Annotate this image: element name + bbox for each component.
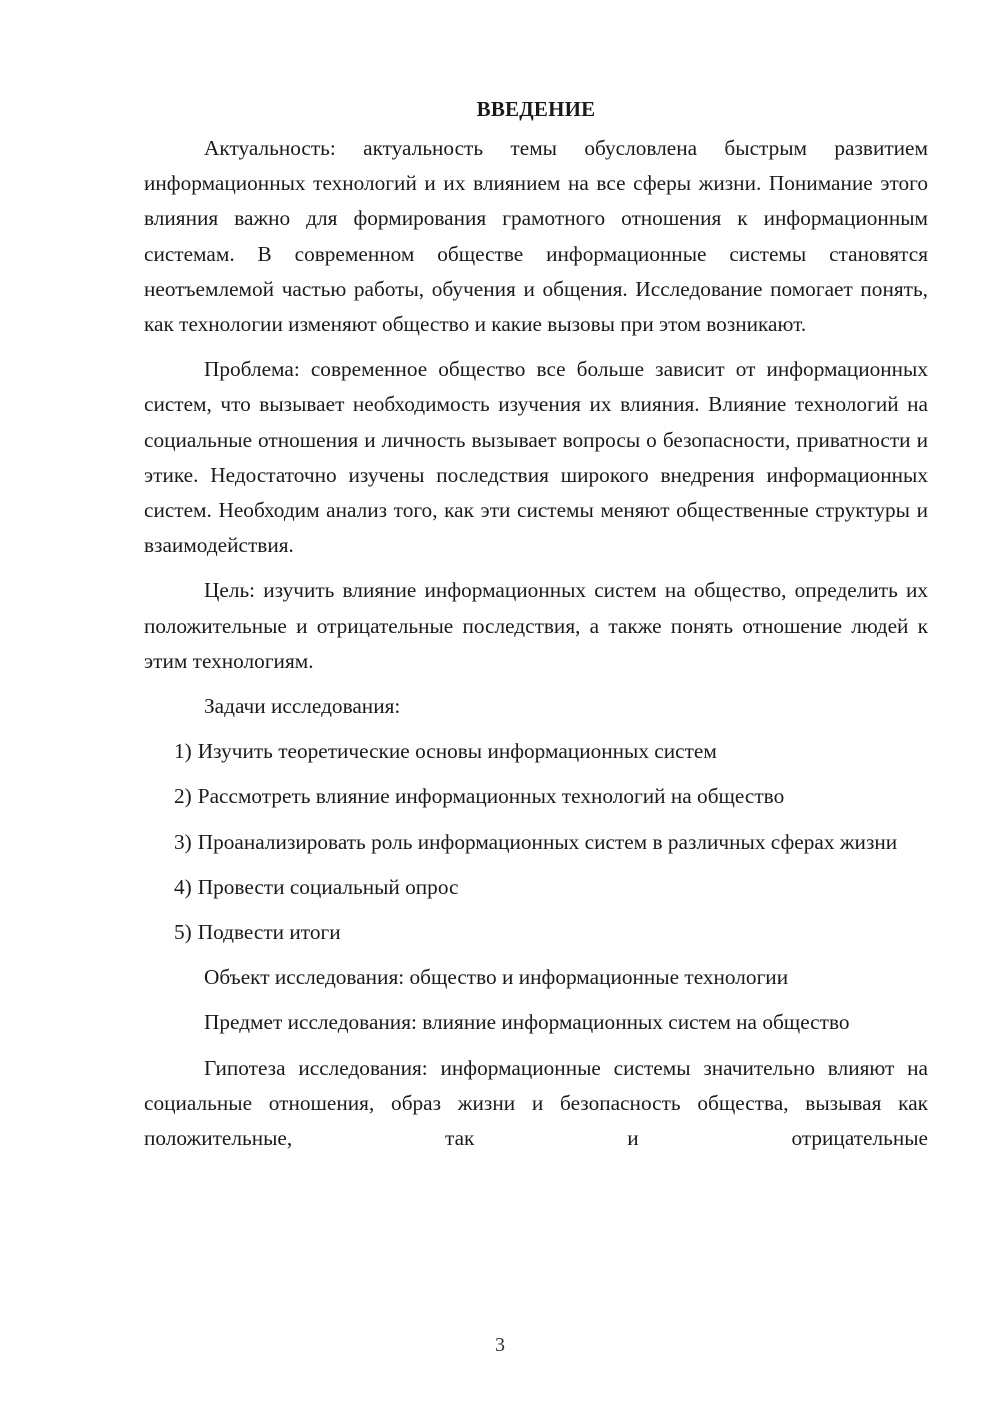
relevance-paragraph: Актуальность: актуальность темы обусловлена быстрым развитием информационных технологий и их влиянием на все сферы жизни. Понимание этого влияния важно для формирования грамотного отношения к информационным системам. В современном обществе информационные системы становятся неотъемлемой частью работы, обучения и общения. Исследование помогает понять, как технологии изменяют общество и какие вызовы при этом возникают.	[144, 136, 928, 337]
task-item-2: 2) Рассмотреть влияние информационных технологий на общество	[174, 784, 785, 809]
page-title: ВВЕДЕНИЕ	[476, 97, 596, 121]
problem-paragraph: Проблема: современное общество все больше зависит от информационных систем, что вызывает необходимость изучения их влияния. Влияние технологий на социальные отношения и личность вызывает вопросы о безопасности, приватности и этике. Недостаточно изучены последствия широкого внедрения информационных систем. Необходим анализ того, как эти системы меняют общественные структуры и взаимодействия.	[144, 357, 928, 558]
subject-paragraph: Предмет исследования: влияние информационных систем на общество	[204, 1010, 850, 1035]
tasks-heading: Задачи исследования:	[204, 694, 401, 719]
document-page	[144, 92, 928, 1166]
task-item-5: 5) Подвести итоги	[174, 920, 341, 945]
page-number: 3	[495, 1334, 505, 1356]
task-item-1: 1) Изучить теоретические основы информационных систем	[174, 739, 717, 764]
goal-paragraph: Цель: изучить влияние информационных систем на общество, определить их положительные и отрицательные последствия, а также понять отношение людей к этим технологиям.	[144, 578, 928, 673]
task-item-3: 3) Проанализировать роль информационных систем в различных сферах жизни	[174, 829, 898, 854]
hypothesis-paragraph: Гипотеза исследования: информационные системы значительно влияют на социальные отношения, образ жизни и безопасность общества, вызывая как положительные, так и отрицательные	[144, 1055, 928, 1151]
object-paragraph: Объект исследования: общество и информационные технологии	[204, 965, 789, 990]
task-item-4: 4) Провести социальный опрос	[174, 874, 459, 899]
